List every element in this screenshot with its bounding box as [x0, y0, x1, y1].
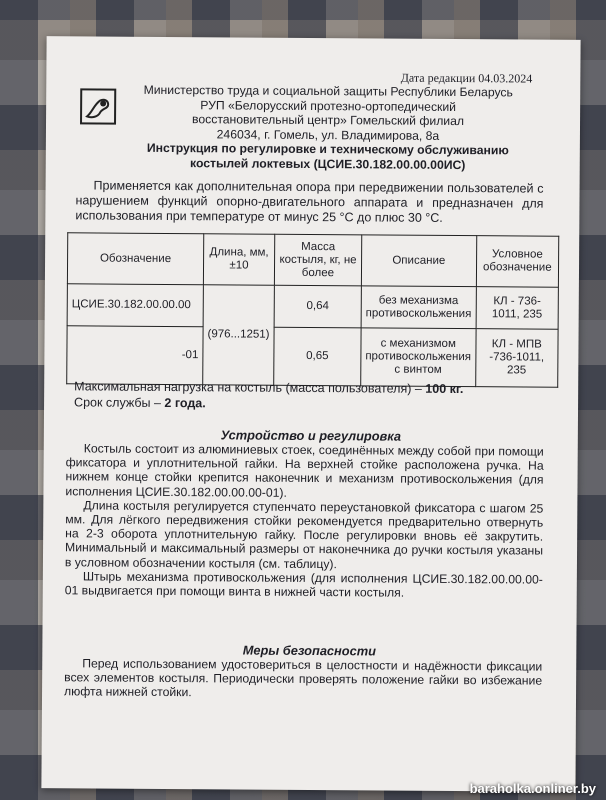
- max-load-text: Максимальная нагрузка на костыль (масса пользователя) –: [74, 379, 426, 396]
- cell-mass: 0,64: [274, 285, 361, 328]
- document-title: Инструкция по регулировке и техническому обслуживанию: [146, 140, 509, 158]
- cell-symbol: КЛ - 736-1011, 235: [476, 287, 559, 330]
- load-info: [74, 378, 548, 413]
- cell-designation: ЦСИЕ.30.182.00.00.00: [67, 284, 203, 327]
- intro-paragraph: Применяется как дополнительная опора при передвижении пользователей с нарушением функций опорно-двигательного аппарата и предназначен для использования при температуре от минус 25 °С до плюс 30 °С.: [75, 178, 544, 225]
- paragraph: Штырь механизма противоскольжения (для исполнения ЦСИЕ.30.182.00.00.00-01 выдвигается при помощи винта в нижней части костыля.: [64, 569, 543, 600]
- section-device-body: [65, 441, 544, 601]
- paragraph: Костыль состоит из алюминиевых стоек, соединённых между собой при помощи фиксатора и уплотнительной гайки. На верхней стойке расположена ручка. На нижнем конце стойки крепится наконечник и механизм противоскольжения (для исполнения ЦСИЕ.30.182.00.00.00-01).: [65, 441, 544, 500]
- header-line: 246034, г. Гомель, ул. Владимирова, 8а: [216, 126, 440, 143]
- document-title-2: костылей локтевых (ЦСИЕ.30.182.00.00.00ИС): [190, 155, 466, 172]
- header-designation: Обозначение: [67, 233, 203, 285]
- header-length: Длина, мм, ±10: [203, 234, 274, 285]
- header: [116, 83, 541, 173]
- table-row: [67, 284, 558, 329]
- cell-mass: 0,65: [274, 327, 361, 386]
- max-load-value: 100 кг.: [425, 381, 464, 397]
- paragraph: Перед использованием удостовериться в целостности и надёжности фиксации всех элементов костыля. Периодически проверять положение гайки во избежание люфта нижней стойки.: [64, 656, 543, 700]
- instruction-sheet: [41, 36, 580, 792]
- cell-length: (976...1251): [203, 285, 275, 385]
- header-line: РУП «Белорусский протезно-ортопедический: [200, 97, 457, 114]
- cell-description: без механизма противоскольжения: [361, 286, 476, 329]
- logo-icon: [80, 88, 116, 124]
- spec-table: [66, 232, 559, 387]
- service-life-text: Срок службы –: [74, 395, 165, 410]
- section-title-safety: Меры безопасности: [242, 642, 377, 659]
- service-life-value: 2 года.: [164, 395, 206, 411]
- watermark: baraholka.onliner.by: [469, 781, 596, 796]
- section-title-device: Устройство и регулировка: [220, 427, 402, 444]
- section-safety-body: [64, 656, 542, 702]
- edition-date: Дата редакции 04.03.2024: [400, 70, 533, 86]
- header-symbol: Условное обозначение: [476, 236, 559, 288]
- cell-symbol: КЛ - МПВ -736-1011, 235: [475, 329, 558, 388]
- cell-description: с механизмом противоскольжения с винтом: [361, 328, 476, 387]
- header-mass: Масса костыля, кг, не более: [274, 234, 361, 286]
- header-description: Описание: [361, 235, 476, 287]
- cell-designation: -01: [67, 326, 203, 385]
- paragraph: Длина костыля регулируется ступенчато переустановкой фиксатора с шагом 25 мм. Для лёгкого передвижения стойки рекомендуется предварительно отвернуть на 2-3 оборота уплотнительную гайку. После регулировки вновь её закрутить. Минимальный и максимальный размеры от наконечника до ручки костыля указаны в условном обозначении костыля (см. таблицу).: [64, 498, 544, 571]
- table-header-row: [67, 233, 558, 287]
- header-line: Министерство труда и социальной защиты Республики Беларусь: [143, 82, 513, 100]
- header-line: восстановительный центр» Гомельский филиал: [191, 112, 465, 129]
